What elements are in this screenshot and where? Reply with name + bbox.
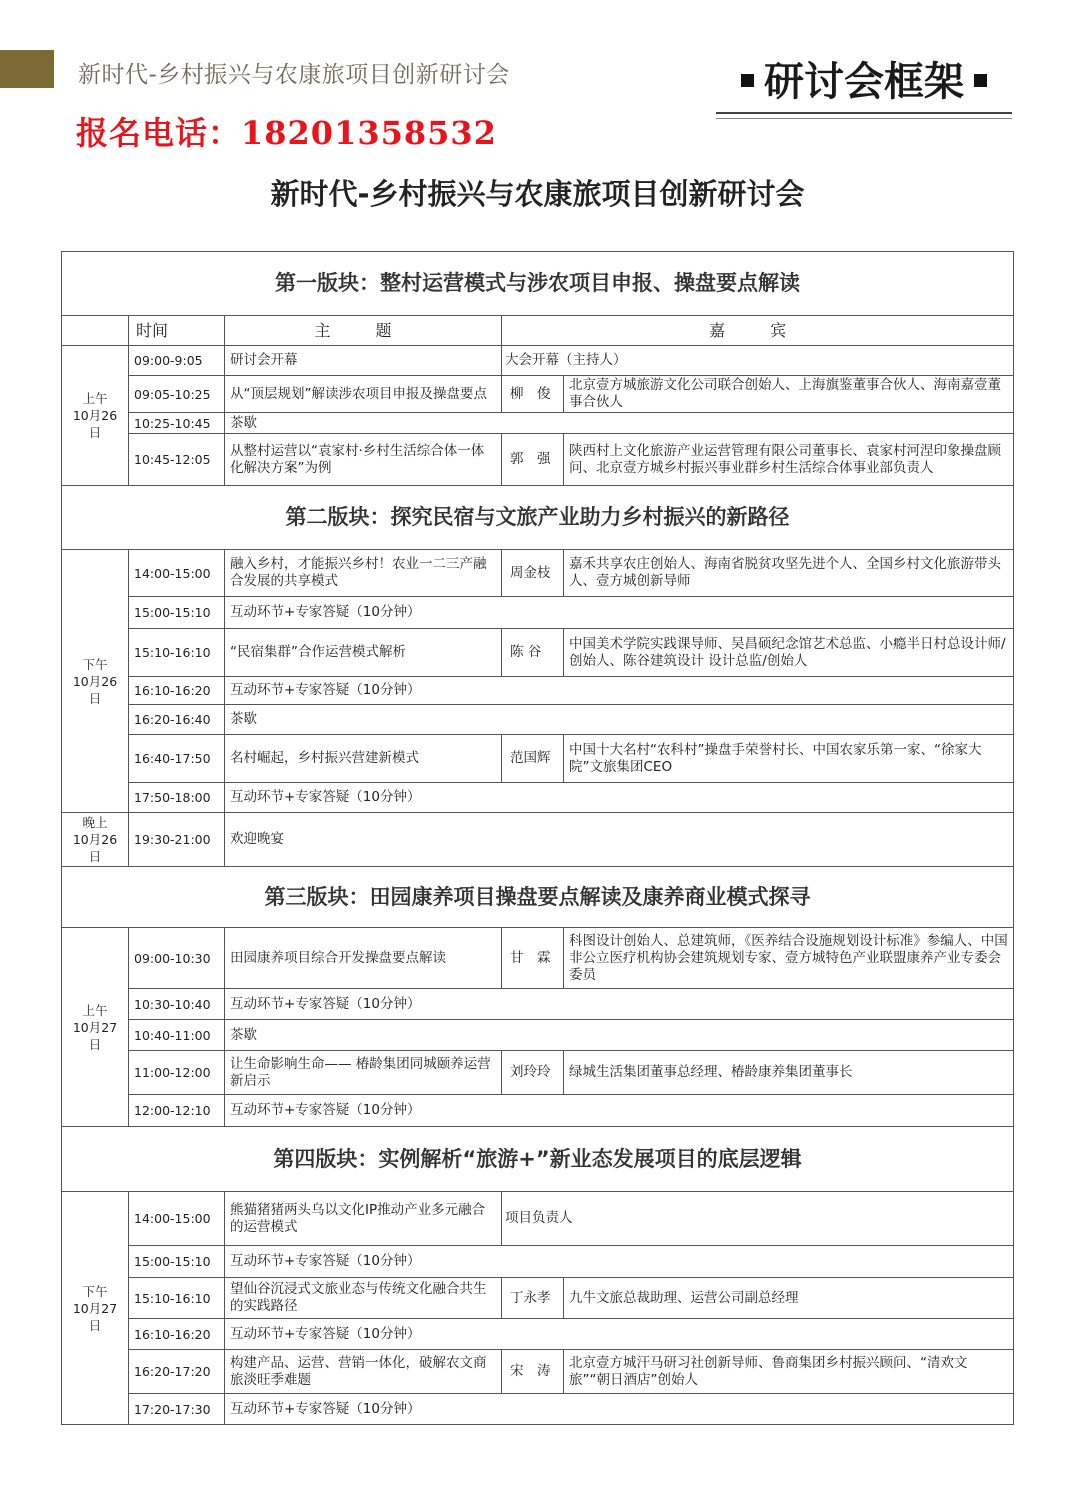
frame-label	[716, 50, 1012, 107]
topic-cell: 互动环节+专家答疑（10分钟）	[225, 1095, 1014, 1127]
page-title: 新时代-乡村振兴与农康旅项目创新研讨会	[270, 177, 805, 211]
table-row	[62, 989, 1014, 1020]
topic-cell: 茶歇	[225, 1020, 1014, 1051]
table-row	[62, 597, 1014, 629]
time-slot: 14:00-15:00	[129, 1192, 225, 1246]
topic-cell: 熊猫猪猪两头乌以文化IP推动产业多元融合的运营模式	[225, 1192, 502, 1246]
column-header-row	[62, 316, 1014, 346]
time-slot: 10:30-10:40	[129, 989, 225, 1020]
speaker-description: 北京壹方城汗马研习社创新导师、鲁商集团乡村振兴顾问、“清欢文旅”“朝日酒店”创始人	[564, 1350, 1014, 1394]
time-slot: 11:00-12:00	[129, 1051, 225, 1095]
square-bullet-icon	[974, 74, 987, 87]
section-title: 第二版块：探究民宿与文旅产业助力乡村振兴的新路径	[62, 486, 1014, 550]
table-row	[62, 1246, 1014, 1278]
time-slot: 15:10-16:10	[129, 629, 225, 677]
table-row	[62, 1394, 1014, 1425]
time-slot: 17:20-17:30	[129, 1394, 225, 1425]
topic-cell: 茶歇	[225, 705, 1014, 735]
topic-cell: 田园康养项目综合开发操盘要点解读	[225, 928, 502, 989]
speaker-name-text: 甘 霖	[510, 949, 551, 966]
topic-cell: 名村崛起，乡村振兴营建新模式	[225, 735, 502, 783]
speaker-name	[502, 376, 564, 413]
speaker-name-text: 陈 谷	[510, 644, 542, 660]
time-slot: 09:00-10:30	[129, 928, 225, 989]
time-slot: 09:05-10:25	[129, 376, 225, 413]
speaker-name	[502, 434, 564, 486]
speaker-description: 北京壹方城旅游文化公司联合创始人、上海旗鉴董事合伙人、海南嘉壹董事合伙人	[564, 376, 1014, 413]
frame-label-box	[716, 44, 1012, 122]
time-slot: 14:00-15:00	[129, 550, 225, 597]
table-row	[62, 434, 1014, 486]
time-slot: 17:50-18:00	[129, 783, 225, 813]
topic-cell: “民宿集群”合作运营模式解析	[225, 629, 502, 677]
speaker-name: 项目负责人	[502, 1192, 1014, 1246]
topic-cell: 从整村运营以“袁家村·乡村生活综合体一体化解决方案”为例	[225, 434, 502, 486]
divider	[716, 112, 1012, 114]
time-slot: 15:00-15:10	[129, 1246, 225, 1278]
column-header-guest: 嘉 宾	[502, 316, 1014, 346]
column-header-blank	[62, 316, 129, 346]
speaker-description: 中国美术学院实践课导师、吴昌硕纪念馆艺术总监、小瘾半日村总设计师/创始人、陈谷建筑设计 设计总监/创始人	[564, 629, 1014, 677]
table-row	[62, 813, 1014, 867]
topic-cell: 互动环节+专家答疑（10分钟）	[225, 989, 1014, 1020]
table-row	[62, 1192, 1014, 1246]
topic-cell: 构建产品、运营、营销一体化，破解农文商旅淡旺季难题	[225, 1350, 502, 1394]
time-slot: 16:20-17:20	[129, 1350, 225, 1394]
topic-cell: 欢迎晚宴	[225, 813, 1014, 867]
column-header-time: 时间	[129, 316, 225, 346]
speaker-name-text: 周金枝	[510, 564, 551, 581]
table-row	[62, 413, 1014, 434]
table-row	[62, 1051, 1014, 1095]
time-slot: 10:40-11:00	[129, 1020, 225, 1051]
speaker-name-text: 郭 强	[510, 451, 551, 467]
speaker-description: 中国十大名村“农科村”操盘手荣誉村长、中国农家乐第一家、“徐家大院”文旅集团CEO	[564, 735, 1014, 783]
speaker-name-text: 刘玲玲	[510, 1064, 551, 1080]
speaker-name-text: 丁永孝	[510, 1289, 551, 1306]
table-row	[62, 677, 1014, 705]
topic-cell: 互动环节+专家答疑（10分钟）	[225, 1394, 1014, 1425]
period-label: 晚上 10月26日	[62, 813, 129, 867]
table-row	[62, 1020, 1014, 1051]
frame-label-text: 研讨会框架	[764, 59, 964, 105]
period-label: 上午 10月26日	[62, 346, 129, 486]
section-title: 第四版块：实例解析“旅游+”新业态发展项目的底层逻辑	[62, 1127, 1014, 1192]
table-row	[62, 1350, 1014, 1394]
speaker-name	[502, 1051, 564, 1095]
column-header-topic: 主 题	[225, 316, 502, 346]
topic-cell: 互动环节+专家答疑（10分钟）	[225, 783, 1014, 813]
section-title: 第一版块：整村运营模式与涉农项目申报、操盘要点解读	[62, 252, 1014, 316]
speaker-description: 陕西村上文化旅游产业运营管理有限公司董事长、袁家村河涅印象操盘顾问、北京壹方城乡村振兴事业群乡村生活综合体事业部负责人	[564, 434, 1014, 486]
table-row	[62, 376, 1014, 413]
table-row	[62, 1278, 1014, 1319]
time-slot: 16:40-17:50	[129, 735, 225, 783]
topic-cell: 互动环节+专家答疑（10分钟）	[225, 1246, 1014, 1278]
period-label: 上午 10月27日	[62, 928, 129, 1127]
speaker-description: 绿城生活集团董事总经理、椿龄康养集团董事长	[564, 1051, 1014, 1095]
time-slot: 09:00-9:05	[129, 346, 225, 376]
time-slot: 19:30-21:00	[129, 813, 225, 867]
time-slot: 15:10-16:10	[129, 1278, 225, 1319]
speaker-name	[502, 1278, 564, 1319]
time-slot: 10:25-10:45	[129, 413, 225, 434]
square-bullet-icon	[741, 74, 754, 87]
table-row	[62, 346, 1014, 376]
topic-cell: 互动环节+专家答疑（10分钟）	[225, 597, 1014, 629]
topic-cell: 让生命影响生命—— 椿龄集团同城颐养运营新启示	[225, 1051, 502, 1095]
table-row	[62, 550, 1014, 597]
speaker-name	[502, 928, 564, 989]
divider	[716, 118, 1012, 119]
speaker-name-text: 范国辉	[510, 750, 551, 766]
series-title: 新时代-乡村振兴与农康旅项目创新研讨会	[78, 62, 510, 88]
table-row	[62, 1319, 1014, 1350]
speaker-description: 科图设计创始人、总建筑师，《医养结合设施规划设计标准》参编人、中国非公立医疗机构协会建筑规划专家、壹方城特色产业联盟康养产业专委会委员	[564, 928, 1014, 989]
table-row	[62, 1095, 1014, 1127]
speaker-name: 大会开幕（主持人）	[502, 346, 1014, 376]
speaker-name	[502, 629, 564, 677]
speaker-name	[502, 550, 564, 597]
table-row	[62, 735, 1014, 783]
speaker-name-text: 柳 俊	[510, 385, 551, 402]
topic-cell: 互动环节+专家答疑（10分钟）	[225, 1319, 1014, 1350]
period-label: 下午 10月27日	[62, 1192, 129, 1425]
topic-cell: 融入乡村，才能振兴乡村！农业一二三产融合发展的共享模式	[225, 550, 502, 597]
header-accent-block	[0, 50, 54, 88]
period-label: 下午 10月26日	[62, 550, 129, 813]
speaker-name	[502, 1350, 564, 1394]
topic-cell: 望仙谷沉浸式文旅业态与传统文化融合共生的实践路径	[225, 1278, 502, 1319]
topic-cell: 茶歇	[225, 413, 1014, 434]
table-row	[62, 783, 1014, 813]
time-slot: 16:10-16:20	[129, 677, 225, 705]
section-title: 第三版块：田园康养项目操盘要点解读及康养商业模式探寻	[62, 867, 1014, 928]
topic-cell: 从“顶层规划”解读涉农项目申报及操盘要点	[225, 376, 502, 413]
topic-cell: 互动环节+专家答疑（10分钟）	[225, 677, 1014, 705]
schedule-table	[61, 251, 1014, 1425]
speaker-description: 嘉禾共享农庄创始人、海南省脱贫攻坚先进个人、全国乡村文化旅游带头人、壹方城创新导师	[564, 550, 1014, 597]
time-slot: 10:45-12:05	[129, 434, 225, 486]
table-row	[62, 705, 1014, 735]
registration-phone: 报名电话：18201358532	[76, 114, 497, 152]
speaker-name-text: 宋 涛	[510, 1363, 551, 1379]
time-slot: 12:00-12:10	[129, 1095, 225, 1127]
speaker-name	[502, 735, 564, 783]
table-row	[62, 629, 1014, 677]
time-slot: 16:10-16:20	[129, 1319, 225, 1350]
time-slot: 16:20-16:40	[129, 705, 225, 735]
speaker-description: 九牛文旅总裁助理、运营公司副总经理	[564, 1278, 1014, 1319]
table-row	[62, 928, 1014, 989]
time-slot: 15:00-15:10	[129, 597, 225, 629]
topic-cell: 研讨会开幕	[225, 346, 502, 376]
